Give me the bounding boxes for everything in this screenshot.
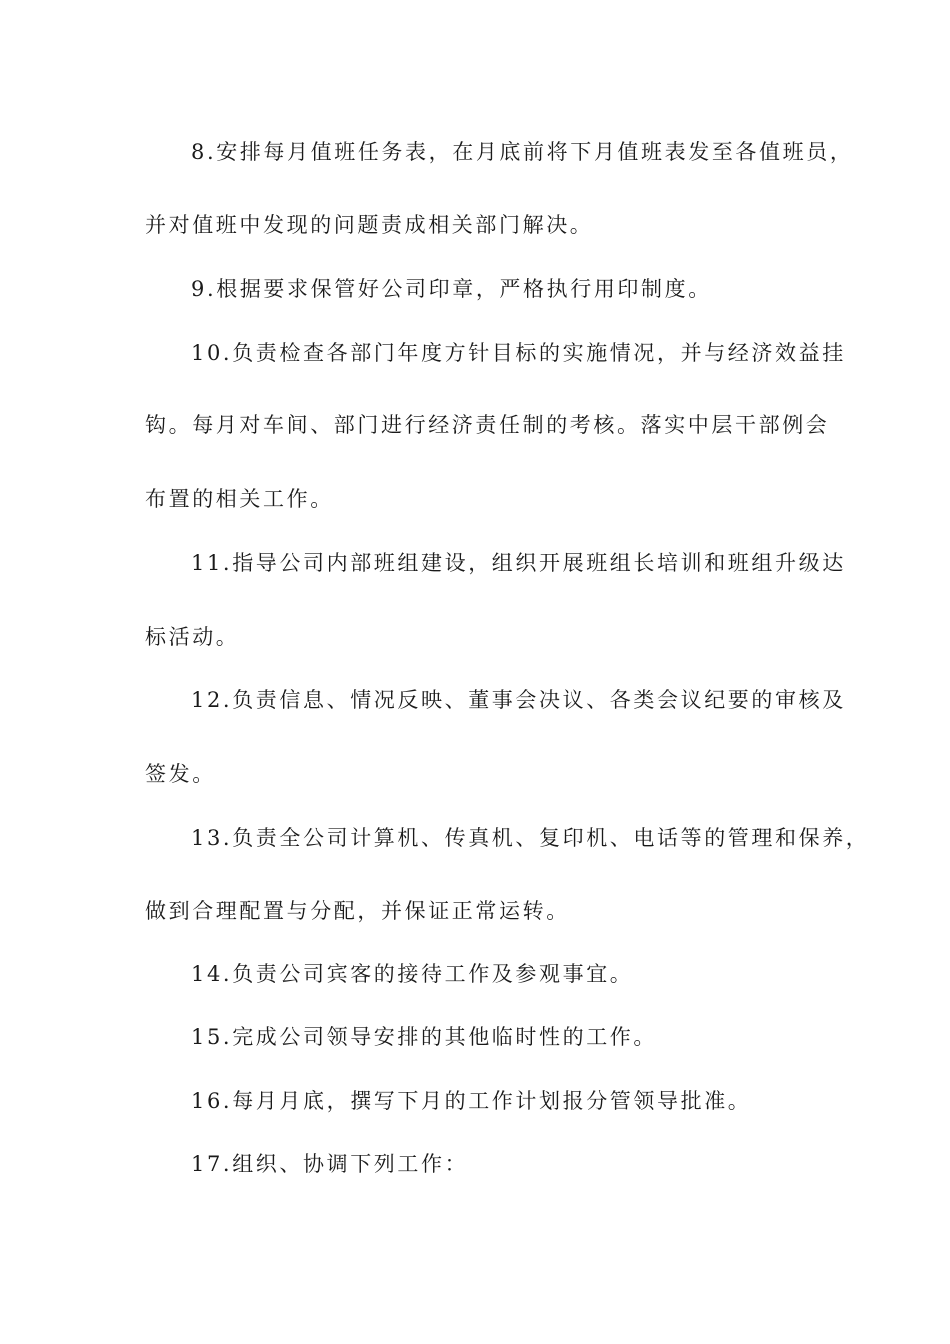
paragraph-line: 做到合理配置与分配，并保证正常运转。 — [145, 899, 570, 923]
paragraph-line: 钩。每月对车间、部门进行经济责任制的考核。落实中层干部例会 — [145, 413, 830, 437]
paragraph-line: 13.负责全公司计算机、传真机、复印机、电话等的管理和保养， — [191, 826, 870, 850]
paragraph-line: 8.安排每月值班任务表，在月底前将下月值班表发至各值班员， — [191, 140, 854, 164]
paragraph-line: 标活动。 — [145, 625, 240, 649]
paragraph-line: 并对值班中发现的问题责成相关部门解决。 — [145, 213, 594, 237]
paragraph-line: 16.每月月底，撰写下月的工作计划报分管领导批准。 — [191, 1089, 752, 1113]
paragraph-line: 签发。 — [145, 762, 216, 786]
paragraph-line: 11.指导公司内部班组建设，组织开展班组长培训和班组升级达 — [191, 551, 846, 575]
paragraph-line: 10.负责检查各部门年度方针目标的实施情况，并与经济效益挂 — [191, 341, 846, 365]
paragraph-line: 布置的相关工作。 — [145, 487, 334, 511]
paragraph-line: 15.完成公司领导安排的其他临时性的工作。 — [191, 1025, 657, 1049]
paragraph-line: 9.根据要求保管好公司印章，严格执行用印制度。 — [191, 277, 712, 301]
paragraph-line: 12.负责信息、情况反映、董事会决议、各类会议纪要的审核及 — [191, 688, 846, 712]
paragraph-line: 14.负责公司宾客的接待工作及参观事宜。 — [191, 962, 634, 986]
paragraph-line: 17.组织、协调下列工作： — [191, 1152, 469, 1176]
